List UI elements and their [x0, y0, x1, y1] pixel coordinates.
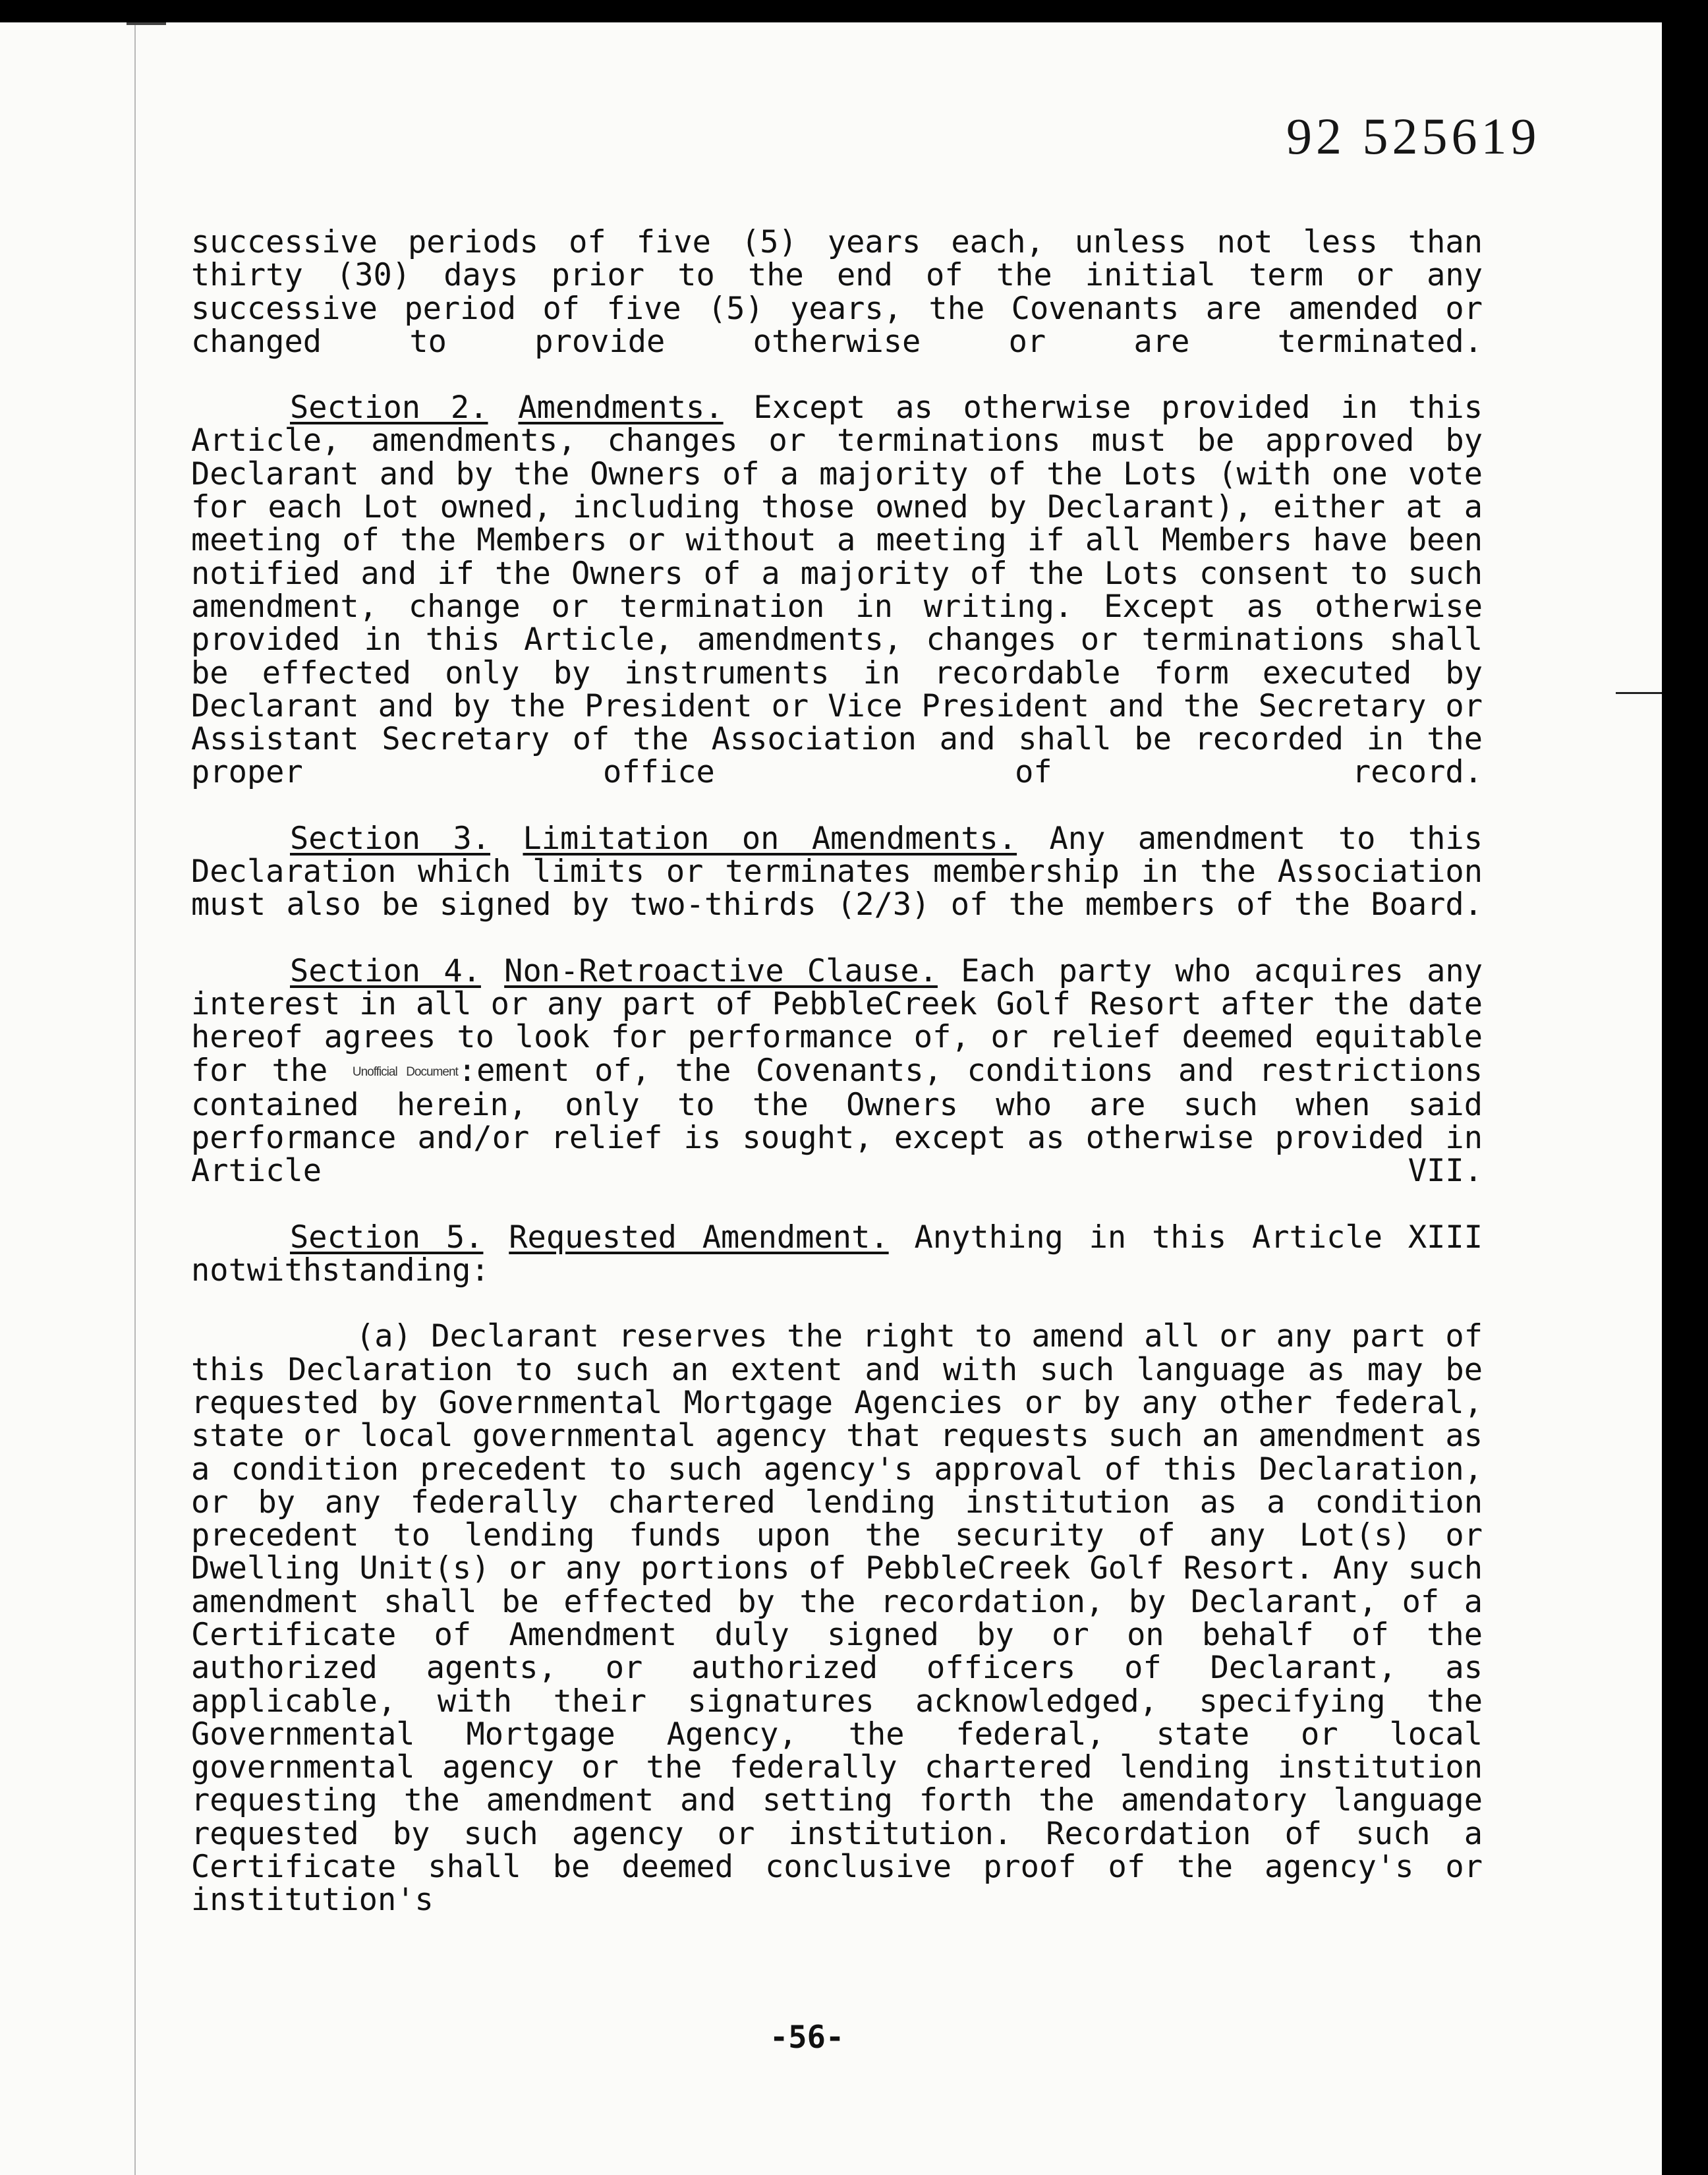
- intro-text: successive periods of five (5) years each, unless not less than thirty (30) days prior to the end of the initial term or any successive period of five (5) years, the Covenants are amended or changed to provide otherwise or are terminated.: [191, 224, 1483, 360]
- section-4-number: Section 4.: [290, 952, 481, 989]
- section-4-text-before: Each party who acquires any interest in all or any part of PebbleCreek Golf Resort after the date hereof agrees to look for performance of, or relief deemed equitable for the: [191, 952, 1483, 1089]
- intro-paragraph: [191, 226, 1483, 359]
- section-3-title: Limitation on Amendments.: [523, 820, 1017, 857]
- document-body: [191, 226, 1483, 1950]
- section-5-number: Section 5.: [290, 1219, 484, 1256]
- page-number: -56-: [770, 2019, 845, 2056]
- scan-mark: [127, 22, 166, 25]
- section-3-text: Any amendment to this Declaration which limits or terminates membership in the Association must also be signed by two-thirds (2/3) of the members of the Board.: [191, 820, 1483, 923]
- binder-line: [134, 22, 136, 2175]
- section-4-text-after: :ement of, the Covenants, conditions and restrictions contained herein, only to the Owners who are such when said performance and/or relief is sought, except as otherwise provided in Article VII.: [191, 1052, 1483, 1190]
- unofficial-document-stamp: Unofficial Document: [352, 1064, 458, 1079]
- paragraph-a-text: (a) Declarant reserves the right to amend all or any part of this Declaration to such an extent and with such language as may be requested by Governmental Mortgage Agencies or by any other federal, state or local governmental agency that requests such an amendment as a condition precedent to such agency's approval of this Declaration, or by any federally chartered lending institution as a condition precedent to lending funds upon the security of any Lot(s) or Dwelling Unit(s) or any portions of PebbleCreek Golf Resort. Any such amendment shall be effected by the recordation, by Declarant, of a Certificate of Amendment duly signed by or on behalf of the authorized agents, or authorized officers of Declarant, as applicable, with their signatures acknowledged, specifying the Governmental Mortgage Agency, the federal, state or local governmental agency or the federally chartered lending institution requesting the amendment and setting forth the amendatory language requested by such agency or institution. Recordation of such a Certificate shall be deemed conclusive proof of the agency's or institution's: [191, 1318, 1483, 1919]
- scan-edge-mark: [1616, 692, 1662, 694]
- section-2-text: Except as otherwise provided in this Article, amendments, changes or terminations must be approved by Declarant and by the Owners of a majority of the Lots (with one vote for each Lot owned, including those owned by Declarant), either at a meeting of the Members or without a meeting if all Members have been notified and if the Owners of a majority of the Lots consent to such amendment, change or termination in writing. Except as otherwise provided in this Article, amendments, changes or terminations shall be effected only by instruments in recordable form executed by Declarant and by the President or Vice President and the Secretary or Assistant Secretary of the Association and shall be recorded in the proper office of record.: [191, 390, 1483, 791]
- section-2-paragraph: [191, 392, 1483, 790]
- section-3-number: Section 3.: [290, 820, 491, 857]
- document-number: 92 525619: [1286, 107, 1541, 165]
- paragraph-a: [191, 1320, 1483, 1917]
- document-page: [0, 22, 1662, 2175]
- section-2-title: Amendments.: [518, 390, 724, 426]
- section-3-paragraph: [191, 820, 1483, 923]
- section-5-title: Requested Amendment.: [509, 1219, 889, 1256]
- section-4-paragraph: [191, 952, 1483, 1190]
- section-5-paragraph: [191, 1221, 1483, 1288]
- section-5-text: Anything in this Article XIII notwithstanding:: [191, 1219, 1483, 1289]
- section-2-number: Section 2.: [290, 390, 488, 426]
- section-4-title: Non-Retroactive Clause.: [504, 952, 938, 989]
